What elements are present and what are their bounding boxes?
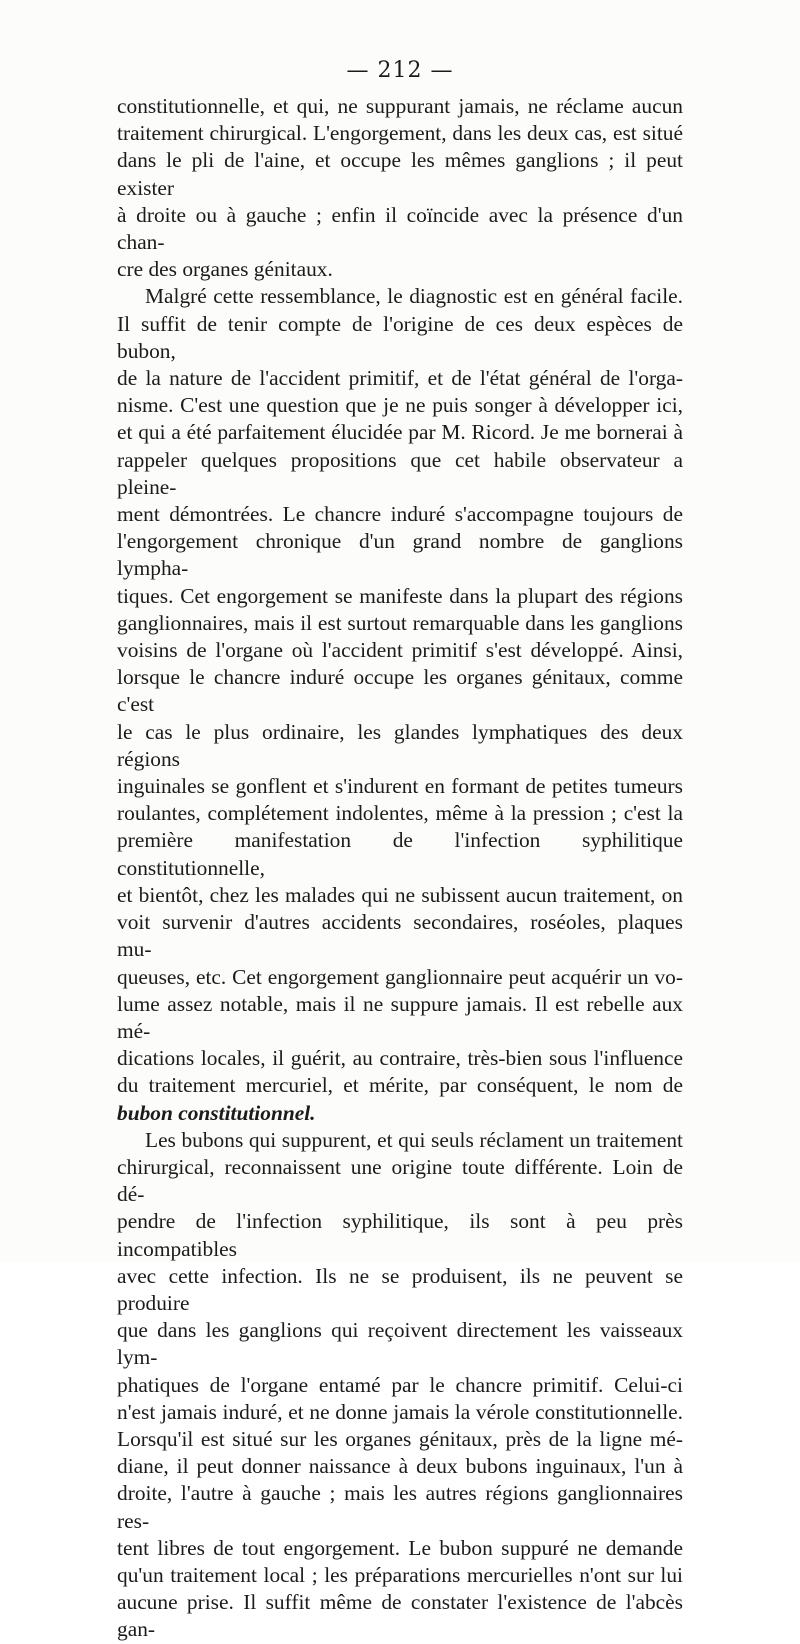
text-line: l'engorgement chronique d'un grand nombre de ganglions lympha- bbox=[117, 529, 683, 581]
text-line: dans le pli de l'aine, et occupe les mêmes ganglions ; il peut exister bbox=[117, 148, 683, 200]
text-line: inguinales se gonflent et s'indurent en formant de petites tumeurs bbox=[117, 774, 683, 799]
text-line: rappeler quelques propositions que cet habile observateur a pleine- bbox=[117, 447, 683, 499]
text-line: et bientôt, chez les malades qui ne subissent aucun traitement, on bbox=[117, 882, 683, 907]
page-number: — 212 — bbox=[346, 58, 454, 83]
text-line: et qui a été parfaitement élucidée par M. Ricord. Je me bornerai à bbox=[117, 420, 683, 445]
text-line: que dans les ganglions qui reçoivent directement les vaisseaux lym- bbox=[117, 1318, 683, 1370]
text-line: le cas le plus ordinaire, les glandes lymphatiques des deux régions bbox=[117, 719, 683, 771]
text-line: ment démontrées. Le chancre induré s'accompagne toujours de bbox=[117, 502, 683, 527]
italic-term: bubon constitutionnel. bbox=[117, 1100, 316, 1125]
text-line: diane, il peut donner naissance à deux bubons inguinaux, l'un à bbox=[117, 1454, 683, 1479]
text-line: voit survenir d'autres accidents secondaires, roséoles, plaques mu- bbox=[117, 910, 683, 962]
text-line: nisme. C'est une question que je ne puis songer à développer ici, bbox=[117, 393, 683, 418]
text-line: Lorsqu'il est situé sur les organes génitaux, près de la ligne mé- bbox=[117, 1426, 683, 1451]
text-line: pendre de l'infection syphilitique, ils sont à peu près incompatibles bbox=[117, 1209, 683, 1261]
text-line: tent libres de tout engorgement. Le bubon suppuré ne demande bbox=[117, 1535, 683, 1560]
text-line: droite, l'autre à gauche ; mais les autres régions ganglionnaires res- bbox=[117, 1481, 683, 1533]
text-line: de la nature de l'accident primitif, et de l'état général de l'orga- bbox=[117, 366, 683, 391]
text-line: ganglionnaires, mais il est surtout remarquable dans les ganglions bbox=[117, 610, 683, 635]
text-line: voisins de l'organe où l'accident primitif s'est développé. Ainsi, bbox=[117, 638, 683, 663]
text-line: traitement chirurgical. L'engorgement, dans les deux cas, est situé bbox=[117, 121, 683, 146]
text-line: à droite ou à gauche ; enfin il coïncide avec la présence d'un chan- bbox=[117, 202, 683, 255]
text-line: constitutionnelle, et qui, ne suppurant jamais, ne réclame aucun bbox=[117, 94, 683, 118]
text-line: Les bubons qui suppurent, et qui seuls réclament un traitement bbox=[145, 1127, 683, 1152]
text-line: cre des organes génitaux. bbox=[117, 257, 333, 282]
text-line: roulantes, complétement indolentes, même à la pression ; c'est la bbox=[117, 801, 683, 826]
text-line: chirurgical, reconnaissent une origine toute différente. Loin de dé- bbox=[117, 1154, 683, 1207]
text-line: avec cette infection. Ils ne se produisent, ils ne peuvent se produire bbox=[117, 1263, 683, 1315]
body-text bbox=[117, 93, 683, 1644]
text-line: queuses, etc. Cet engorgement ganglionnaire peut acquérir un vo- bbox=[117, 964, 683, 989]
text-line: qu'un traitement local ; les préparations mercurielles n'ont sur lui bbox=[117, 1562, 683, 1587]
text-line: lume assez notable, mais il ne suppure jamais. Il est rebelle aux mé- bbox=[117, 991, 683, 1043]
text-line: n'est jamais induré, et ne donne jamais la vérole constitutionnelle. bbox=[117, 1399, 683, 1424]
text-line: lorsque le chancre induré occupe les organes génitaux, comme c'est bbox=[117, 665, 683, 717]
text-line: du traitement mercuriel, et mérite, par conséquent, le nom de bbox=[117, 1073, 683, 1098]
text-line: Il suffit de tenir compte de l'origine de ces deux espèces de bubon, bbox=[117, 311, 683, 363]
text-line: dications locales, il guérit, au contraire, très-bien sous l'influence bbox=[117, 1046, 683, 1071]
text-line: Malgré cette ressemblance, le diagnostic est en général facile. bbox=[145, 284, 683, 309]
text-line: tiques. Cet engorgement se manifeste dans la plupart des régions bbox=[117, 583, 683, 608]
text-line: aucune prise. Il suffit même de constater l'existence de l'abcès gan- bbox=[117, 1590, 683, 1642]
text-line: première manifestation de l'infection syphilitique constitutionnelle, bbox=[117, 828, 683, 880]
text-line: phatiques de l'organe entamé par le chancre primitif. Celui-ci bbox=[117, 1372, 683, 1397]
